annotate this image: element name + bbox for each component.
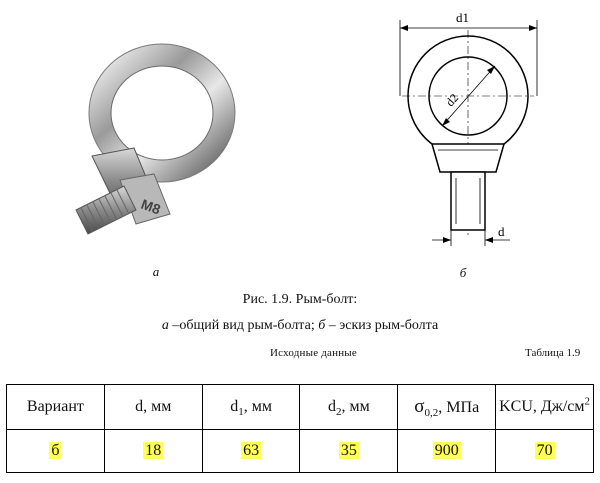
header-sigma: $\sigma_{0,2}$, МПа <box>398 385 496 430</box>
legend-a-letter: а <box>161 318 169 333</box>
table-row <box>7 430 594 473</box>
cell-variant: б <box>7 430 105 473</box>
header-d: d, мм <box>104 385 202 430</box>
figure-a-label: а <box>152 264 160 279</box>
source-data-table <box>6 384 594 473</box>
figure-b-label: б <box>459 265 467 280</box>
header-d1: $d_1$, мм <box>202 385 300 430</box>
figure-legend <box>0 318 600 334</box>
table-header-row <box>7 385 594 430</box>
eye-bolt-photo <box>62 38 272 263</box>
dim-d1-label: d1 <box>456 10 469 25</box>
cell-d2: 35 <box>300 430 398 473</box>
legend-a-text: –общий вид рым-болта; <box>168 318 319 333</box>
source-data-label: Исходные данные <box>270 347 357 359</box>
cell-d: 18 <box>104 430 202 473</box>
header-variant: Вариант <box>7 385 105 430</box>
threaded-shank <box>76 186 136 234</box>
table-number-label: Таблица 1.9 <box>525 347 581 359</box>
cell-d1: 63 <box>202 430 300 473</box>
cell-kcu: 70 <box>496 430 594 473</box>
figure-caption: Рис. 1.9. Рым-болт: <box>242 292 358 307</box>
legend-b-text: – эскиз рым-болта <box>325 318 439 333</box>
legend-b-letter: б <box>318 318 326 333</box>
dim-d2-label: d2 <box>442 90 462 110</box>
cell-sigma: 900 <box>398 430 496 473</box>
thread-marking: M8 <box>138 195 163 218</box>
header-kcu: KCU, $Дж/см^2$ <box>496 385 594 430</box>
eye-bolt-sketch <box>392 0 552 260</box>
header-d2: $d_2$, мм <box>300 385 398 430</box>
dim-d-label: d <box>498 224 505 239</box>
